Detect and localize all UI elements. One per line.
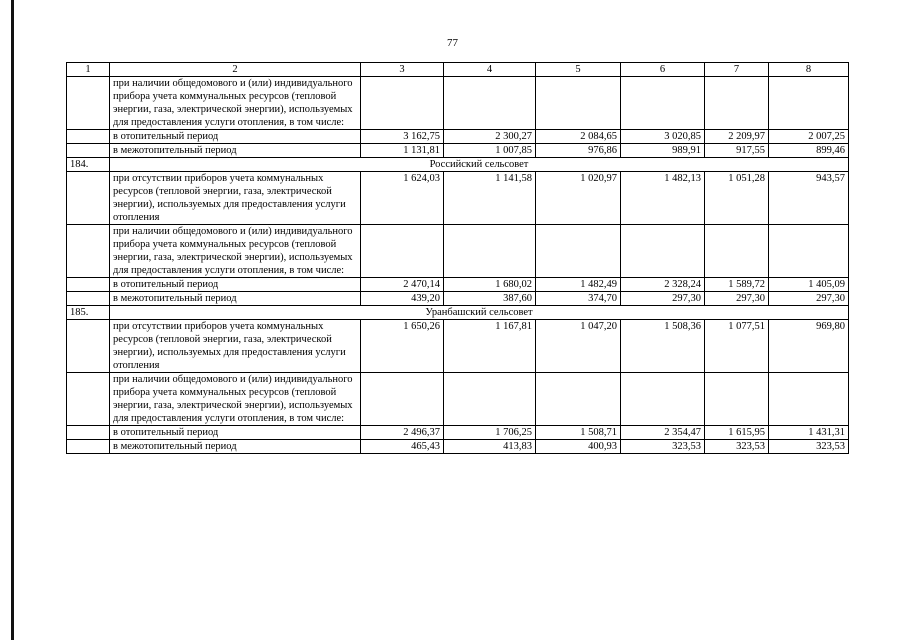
value-cell: 943,57 — [769, 172, 849, 225]
row-label: при наличии общедомового и (или) индивидуального прибора учета коммунальных ресурсов (тепловой энергии, газа, электрической энергии), используемых для предоставления услуги отопления, в том числе: — [110, 77, 361, 130]
row-label: в отопительный период — [110, 130, 361, 144]
period-row — [67, 278, 849, 292]
section-title: Российский сельсовет — [110, 158, 849, 172]
value-cell: 439,20 — [361, 292, 444, 306]
column-header: 3 — [361, 63, 444, 77]
value-cell: 969,80 — [769, 320, 849, 373]
value-cell: 323,53 — [621, 440, 705, 454]
value-cell: 297,30 — [769, 292, 849, 306]
value-cell — [769, 225, 849, 278]
column-header: 4 — [444, 63, 536, 77]
row-number — [67, 278, 110, 292]
value-cell: 1 007,85 — [444, 144, 536, 158]
column-header: 2 — [110, 63, 361, 77]
value-cell: 1 051,28 — [705, 172, 769, 225]
value-cell — [361, 373, 444, 426]
row-number — [67, 292, 110, 306]
value-cell: 2 496,37 — [361, 426, 444, 440]
column-header: 6 — [621, 63, 705, 77]
row-label: в межотопительный период — [110, 144, 361, 158]
value-cell: 976,86 — [536, 144, 621, 158]
value-cell — [705, 373, 769, 426]
value-cell — [536, 77, 621, 130]
row-number — [67, 172, 110, 225]
row-label: в межотопительный период — [110, 440, 361, 454]
value-cell: 2 354,47 — [621, 426, 705, 440]
row-label: в отопительный период — [110, 426, 361, 440]
value-cell — [769, 77, 849, 130]
row-label: при отсутствии приборов учета коммунальных ресурсов (тепловой энергии, газа, электрической энергии), используемых для предоставления услуги отопления — [110, 172, 361, 225]
value-cell — [536, 225, 621, 278]
value-cell: 1 615,95 — [705, 426, 769, 440]
column-header: 8 — [769, 63, 849, 77]
row-number — [67, 77, 110, 130]
value-cell: 899,46 — [769, 144, 849, 158]
value-cell: 3 020,85 — [621, 130, 705, 144]
value-cell — [361, 77, 444, 130]
page-edge-bar — [11, 0, 14, 640]
period-row — [67, 292, 849, 306]
value-cell — [769, 373, 849, 426]
value-cell: 1 508,36 — [621, 320, 705, 373]
row-number — [67, 320, 110, 373]
value-cell: 1 589,72 — [705, 278, 769, 292]
value-cell — [444, 225, 536, 278]
section-title: Уранбашский сельсовет — [110, 306, 849, 320]
value-cell — [705, 77, 769, 130]
row-label: при наличии общедомового и (или) индивидуального прибора учета коммунальных ресурсов (тепловой энергии, газа, электрической энергии), используемых для предоставления услуги отопления, в том числе: — [110, 373, 361, 426]
description-row — [67, 77, 849, 130]
row-label: при наличии общедомового и (или) индивидуального прибора учета коммунальных ресурсов (тепловой энергии, газа, электрической энергии), используемых для предоставления услуги отопления, в том числе: — [110, 225, 361, 278]
value-cell: 1 431,31 — [769, 426, 849, 440]
value-cell: 413,83 — [444, 440, 536, 454]
value-cell: 1 706,25 — [444, 426, 536, 440]
value-cell — [621, 373, 705, 426]
row-number — [67, 373, 110, 426]
row-number — [67, 426, 110, 440]
column-header: 5 — [536, 63, 621, 77]
value-cell — [444, 373, 536, 426]
value-cell: 1 508,71 — [536, 426, 621, 440]
column-header: 1 — [67, 63, 110, 77]
value-cell: 400,93 — [536, 440, 621, 454]
value-cell: 1 077,51 — [705, 320, 769, 373]
section-row — [67, 306, 849, 320]
value-cell: 1 047,20 — [536, 320, 621, 373]
value-cell: 374,70 — [536, 292, 621, 306]
value-cell: 917,55 — [705, 144, 769, 158]
value-cell: 1 482,49 — [536, 278, 621, 292]
value-cell: 3 162,75 — [361, 130, 444, 144]
row-number — [67, 225, 110, 278]
value-cell: 1 141,58 — [444, 172, 536, 225]
value-cell: 387,60 — [444, 292, 536, 306]
period-row — [67, 130, 849, 144]
section-number: 184. — [67, 158, 110, 172]
description-row — [67, 320, 849, 373]
value-cell: 1 131,81 — [361, 144, 444, 158]
value-cell: 297,30 — [705, 292, 769, 306]
row-number — [67, 144, 110, 158]
value-cell: 1 650,26 — [361, 320, 444, 373]
period-row — [67, 426, 849, 440]
page-number: 77 — [447, 37, 458, 49]
row-number — [67, 130, 110, 144]
value-cell: 297,30 — [621, 292, 705, 306]
description-row — [67, 225, 849, 278]
period-row — [67, 440, 849, 454]
value-cell — [621, 225, 705, 278]
value-cell: 2 209,97 — [705, 130, 769, 144]
section-number: 185. — [67, 306, 110, 320]
column-header: 7 — [705, 63, 769, 77]
description-row — [67, 373, 849, 426]
value-cell: 1 624,03 — [361, 172, 444, 225]
value-cell: 2 328,24 — [621, 278, 705, 292]
value-cell — [536, 373, 621, 426]
value-cell — [444, 77, 536, 130]
value-cell: 989,91 — [621, 144, 705, 158]
section-row — [67, 158, 849, 172]
row-label: при отсутствии приборов учета коммунальных ресурсов (тепловой энергии, газа, электрической энергии), используемых для предоставления услуги отопления — [110, 320, 361, 373]
tariff-table — [66, 62, 849, 454]
row-label: в межотопительный период — [110, 292, 361, 306]
value-cell: 1 405,09 — [769, 278, 849, 292]
value-cell: 323,53 — [769, 440, 849, 454]
value-cell — [621, 77, 705, 130]
value-cell: 1 020,97 — [536, 172, 621, 225]
value-cell: 2 300,27 — [444, 130, 536, 144]
value-cell: 1 167,81 — [444, 320, 536, 373]
value-cell: 1 680,02 — [444, 278, 536, 292]
row-label: в отопительный период — [110, 278, 361, 292]
period-row — [67, 144, 849, 158]
value-cell: 2 084,65 — [536, 130, 621, 144]
value-cell: 1 482,13 — [621, 172, 705, 225]
header-row — [67, 63, 849, 77]
value-cell: 2 007,25 — [769, 130, 849, 144]
value-cell: 465,43 — [361, 440, 444, 454]
row-number — [67, 440, 110, 454]
value-cell: 2 470,14 — [361, 278, 444, 292]
value-cell: 323,53 — [705, 440, 769, 454]
value-cell — [705, 225, 769, 278]
value-cell — [361, 225, 444, 278]
description-row — [67, 172, 849, 225]
